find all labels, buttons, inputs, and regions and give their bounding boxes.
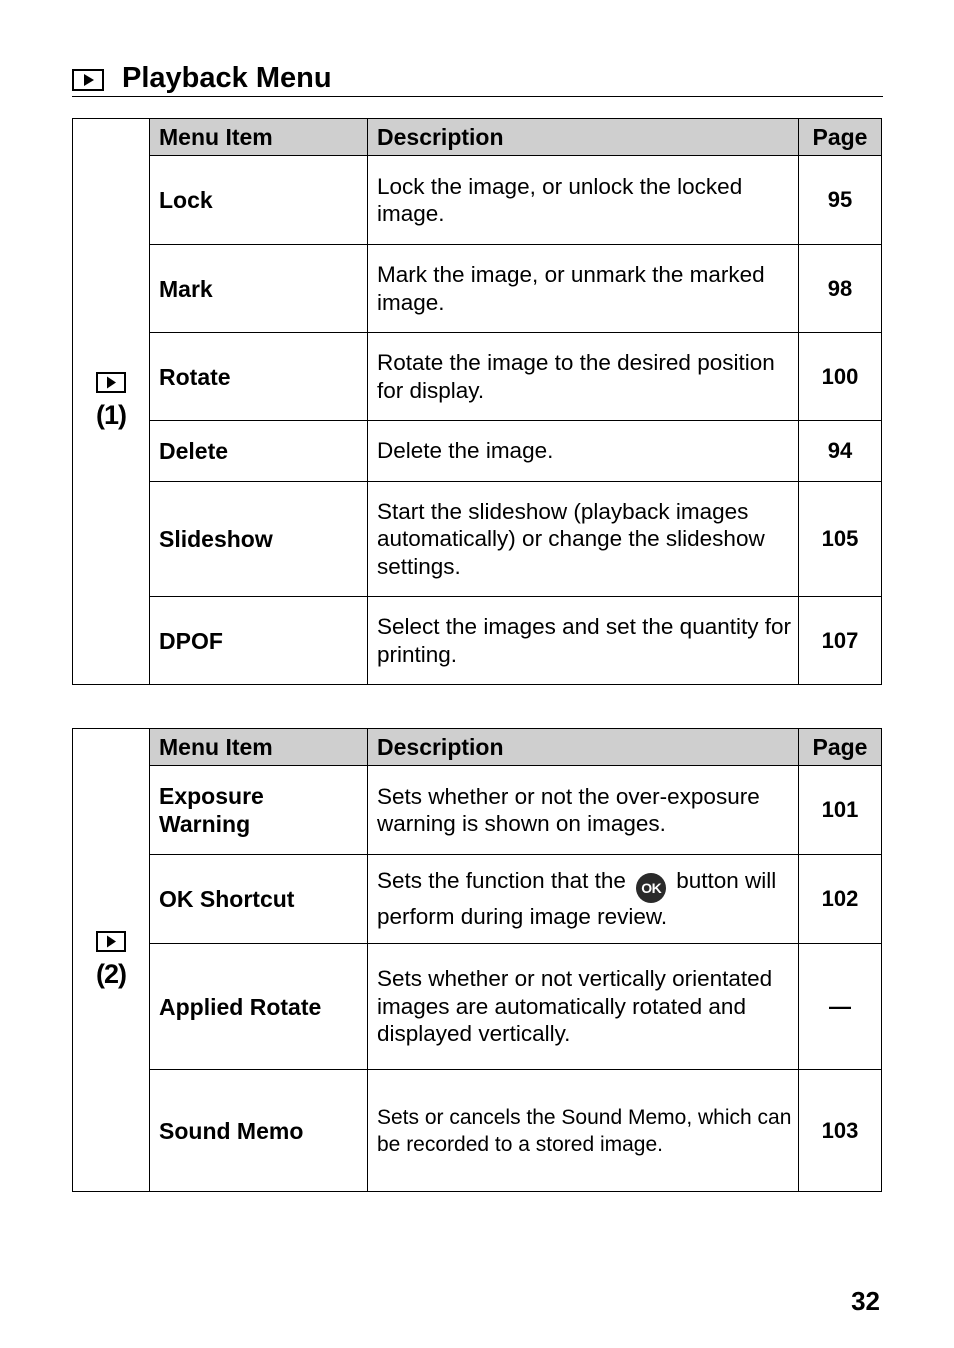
header-menu-item: Menu Item: [150, 729, 368, 766]
table-row: [73, 333, 882, 421]
header-page: Page: [799, 119, 882, 156]
menu-item-name: DPOF: [150, 597, 368, 685]
menu-item-description: [368, 855, 799, 944]
table-row: [73, 156, 882, 245]
menu-item-description: Sets whether or not the over-exposure warning is shown on images.: [368, 766, 799, 855]
menu-item-page: 98: [799, 245, 882, 333]
description-text: button will perform during image review.: [377, 868, 777, 930]
table-row: [73, 855, 882, 944]
table-row: [73, 944, 882, 1070]
playback-menu-table-2: [72, 728, 882, 1192]
menu-item-name: Exposure Warning: [150, 766, 368, 855]
menu-item-page: 105: [799, 482, 882, 597]
menu-item-page: 100: [799, 333, 882, 421]
menu-item-description: Sets or cancels the Sound Memo, which can be recorded to a stored image.: [368, 1070, 799, 1192]
table-row: [73, 597, 882, 685]
table-row: [73, 421, 882, 482]
menu-item-description: Sets whether or not vertically orientated images are automatically rotated and displayed vertically.: [368, 944, 799, 1070]
group-cell: [73, 729, 150, 1192]
menu-item-description: Select the images and set the quantity for printing.: [368, 597, 799, 685]
table-row: [73, 482, 882, 597]
menu-item-name: Rotate: [150, 333, 368, 421]
menu-item-page: 101: [799, 766, 882, 855]
menu-item-description: Mark the image, or unmark the marked image.: [368, 245, 799, 333]
table-header-row: [73, 729, 882, 766]
header-description: Description: [368, 119, 799, 156]
menu-item-page: 103: [799, 1070, 882, 1192]
ok-button-icon: OK: [636, 873, 666, 903]
group-label: (1): [96, 400, 126, 430]
page-number: 32: [851, 1286, 880, 1316]
header-menu-item: Menu Item: [150, 119, 368, 156]
menu-item-description: Lock the image, or unlock the locked image.: [368, 156, 799, 245]
menu-item-name: Mark: [150, 245, 368, 333]
table-row: [73, 245, 882, 333]
menu-item-page: 102: [799, 855, 882, 944]
menu-item-page: 95: [799, 156, 882, 245]
menu-item-page: 94: [799, 421, 882, 482]
menu-item-name: OK Shortcut: [150, 855, 368, 944]
group-label: (2): [96, 958, 126, 989]
section-heading: [72, 58, 883, 97]
menu-item-description: Delete the image.: [368, 421, 799, 482]
menu-item-name: Sound Memo: [150, 1070, 368, 1192]
menu-item-name: Applied Rotate: [150, 944, 368, 1070]
menu-item-page: 107: [799, 597, 882, 685]
header-page: Page: [799, 729, 882, 766]
menu-item-name: Delete: [150, 421, 368, 482]
menu-item-description: Rotate the image to the desired position for display.: [368, 333, 799, 421]
table-row: [73, 766, 882, 855]
play-box-icon: [96, 372, 126, 398]
menu-item-name: Lock: [150, 156, 368, 245]
group-cell: [73, 119, 150, 685]
play-box-icon: [96, 931, 126, 957]
menu-item-description: Start the slideshow (playback images automatically) or change the slideshow settings.: [368, 482, 799, 597]
page-title: Playback Menu: [122, 62, 332, 94]
description-text: Sets the function that the: [377, 868, 626, 894]
play-box-icon: [72, 69, 104, 96]
table-header-row: [73, 119, 882, 156]
menu-item-name: Slideshow: [150, 482, 368, 597]
table-row: [73, 1070, 882, 1192]
playback-menu-table-1: [72, 118, 882, 685]
menu-item-page: —: [799, 944, 882, 1070]
header-description: Description: [368, 729, 799, 766]
